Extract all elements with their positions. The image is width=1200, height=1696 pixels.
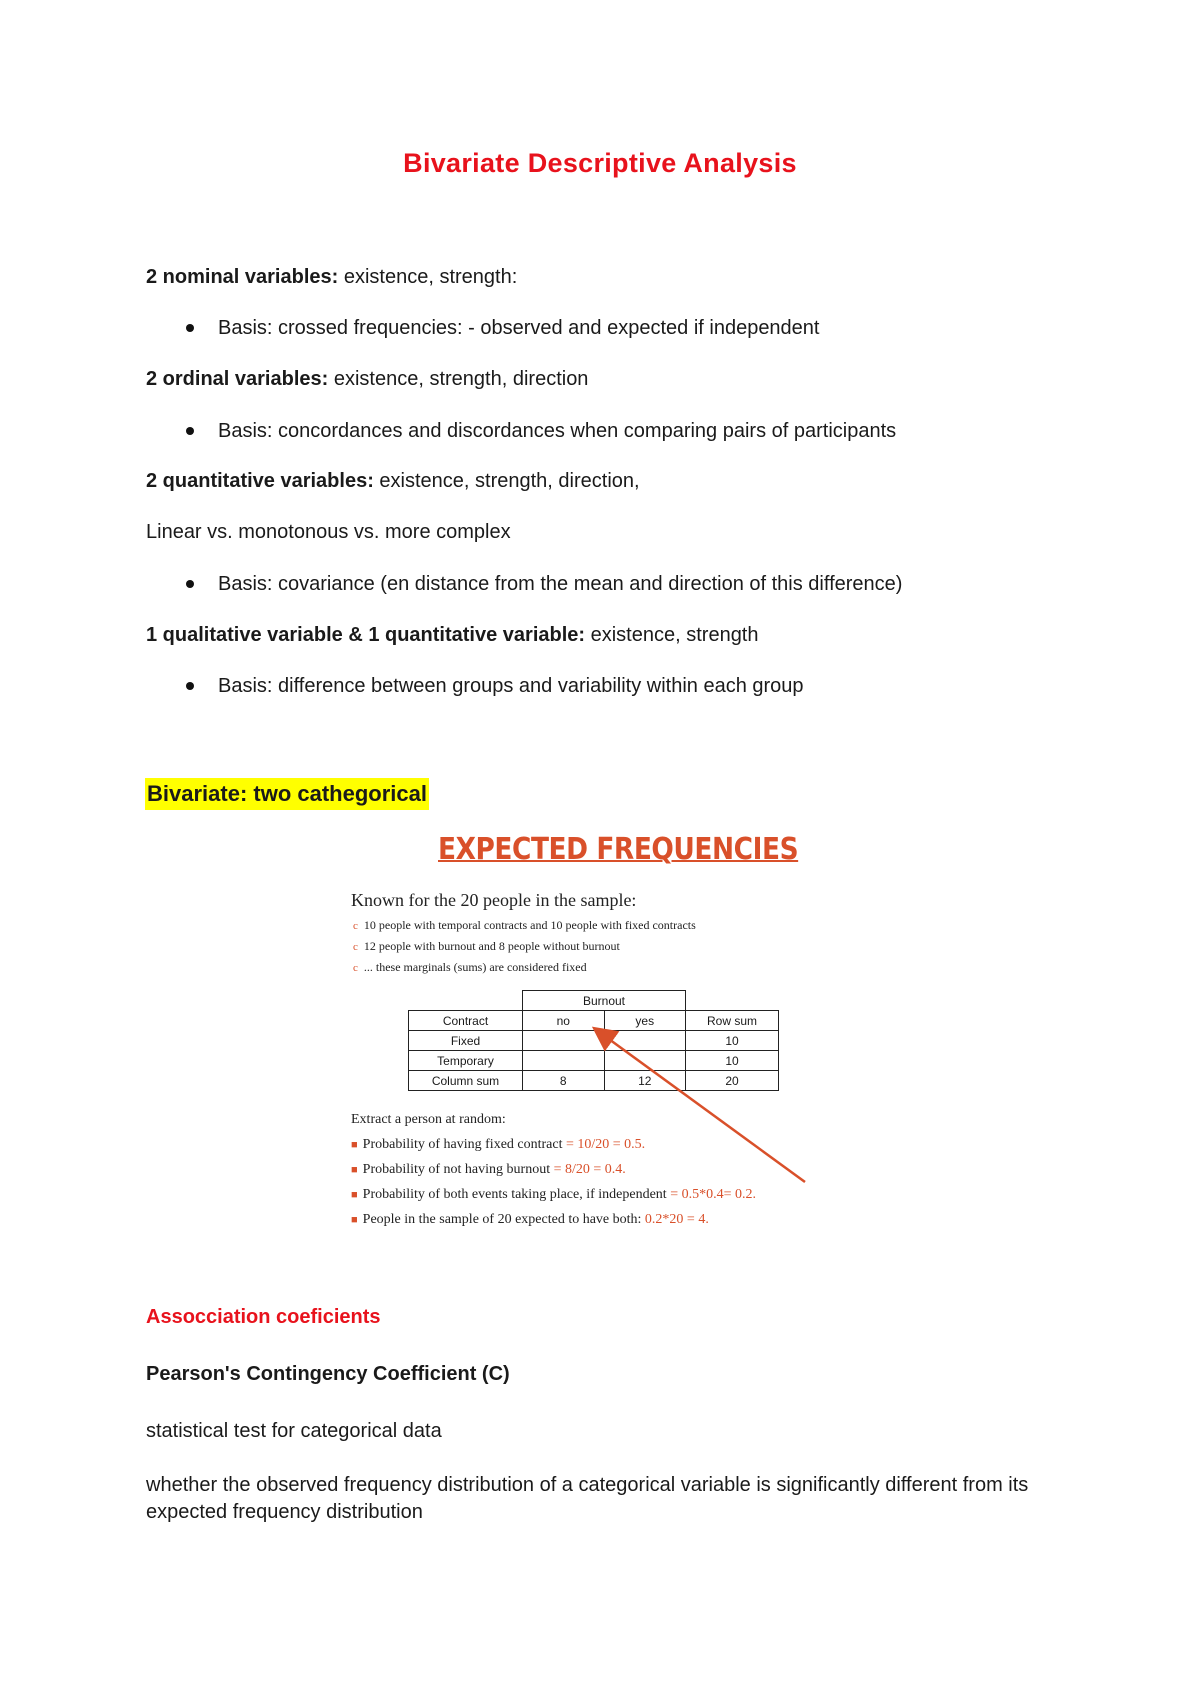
table-cell: Column sum <box>409 1071 523 1091</box>
square-bullet-icon: ■ <box>351 1139 358 1151</box>
arrow-icon <box>340 822 900 1242</box>
probability-text: Probability of having fixed contract <box>362 1137 566 1152</box>
bullet-dot-icon <box>186 682 194 690</box>
table-cell: Fixed <box>409 1031 523 1051</box>
nominal-rest: existence, strength: <box>338 266 518 288</box>
bullet-dot-icon <box>186 427 194 435</box>
table-cell: 10 <box>686 1051 779 1071</box>
bullet-text: Basis: difference between groups and variability within each group <box>218 675 804 697</box>
mixed-line <box>146 622 759 648</box>
quantitative-line <box>146 468 640 494</box>
probability-value: = 8/20 = 0.4. <box>553 1162 626 1177</box>
probability-text: Probability of not having burnout <box>362 1162 554 1177</box>
figure-title: EXPECTED FREQUENCIES <box>438 832 799 867</box>
association-heading: Assocciation coeficients <box>146 1306 381 1328</box>
nominal-line <box>146 264 517 290</box>
pearson-heading: Pearson's Contingency Coefficient (C) <box>146 1363 510 1385</box>
figure-extract-text: Extract a person at random: <box>351 1112 506 1127</box>
probability-value: 0.2*20 = 4. <box>644 1212 709 1227</box>
figure-known-text: Known for the 20 people in the sample: <box>351 890 637 910</box>
bullet-mark-icon: c <box>353 962 358 974</box>
paragraph-2: whether the observed frequency distribution of a categorical variable is significantly different from its expected frequency distribution <box>146 1474 1029 1523</box>
square-bullet-icon: ■ <box>351 1214 358 1226</box>
ordinal-rest: existence, strength, direction <box>328 368 589 390</box>
linear-line: Linear vs. monotonous vs. more complex <box>146 521 511 543</box>
mixed-label: 1 qualitative variable & 1 quantitative variable: <box>146 624 586 646</box>
bullet-mark-icon: c <box>353 920 358 932</box>
probability-text: People in the sample of 20 expected to have both: <box>362 1212 645 1227</box>
bullet-dot-icon <box>186 580 194 588</box>
probability-value: = 10/20 = 0.5. <box>566 1137 646 1152</box>
table-cell: Temporary <box>409 1051 523 1071</box>
bullet-text: Basis: covariance (en distance from the mean and direction of this difference) <box>218 573 903 595</box>
bullet-text: Basis: crossed frequencies: - observed and expected if independent <box>218 317 820 339</box>
ordinal-line <box>146 366 588 392</box>
probability-text: Probability of both events taking place, if independent <box>362 1187 671 1202</box>
table-cell: 8 <box>523 1071 605 1091</box>
bullet-dot-icon <box>186 324 194 332</box>
quantitative-rest: existence, strength, direction, <box>373 470 640 492</box>
table-header-cell: Contract <box>409 1011 523 1031</box>
table-cell: 10 <box>686 1031 779 1051</box>
table-cell: 20 <box>686 1071 779 1091</box>
table-header-cell: yes <box>604 1011 686 1031</box>
table-group-header: Burnout <box>523 991 686 1011</box>
ordinal-label: 2 ordinal variables: <box>146 368 329 390</box>
highlighted-heading: Bivariate: two cathegorical <box>145 778 429 810</box>
bullet-mark-icon: c <box>353 941 358 953</box>
figure-known-item-text: 10 people with temporal contracts and 10 people with fixed contracts <box>363 918 696 932</box>
quantitative-label: 2 quantitative variables: <box>146 470 374 492</box>
nominal-label: 2 nominal variables: <box>146 266 339 288</box>
table-header-cell: Row sum <box>686 1011 779 1031</box>
bullet-text: Basis: concordances and discordances when comparing pairs of participants <box>218 420 897 442</box>
paragraph-1: statistical test for categorical data <box>146 1420 442 1442</box>
probability-value: = 0.5*0.4= 0.2. <box>670 1187 756 1202</box>
table-header-cell: no <box>523 1011 605 1031</box>
table-cell: 12 <box>604 1071 686 1091</box>
figure-known-item-text: 12 people with burnout and 8 people without burnout <box>363 939 620 953</box>
mixed-rest: existence, strength <box>585 624 759 646</box>
figure-known-item-text: ... these marginals (sums) are considered fixed <box>363 960 587 974</box>
expected-frequencies-figure <box>340 822 900 1242</box>
page-title: Bivariate Descriptive Analysis <box>403 148 797 178</box>
square-bullet-icon: ■ <box>351 1189 358 1201</box>
square-bullet-icon: ■ <box>351 1164 358 1176</box>
